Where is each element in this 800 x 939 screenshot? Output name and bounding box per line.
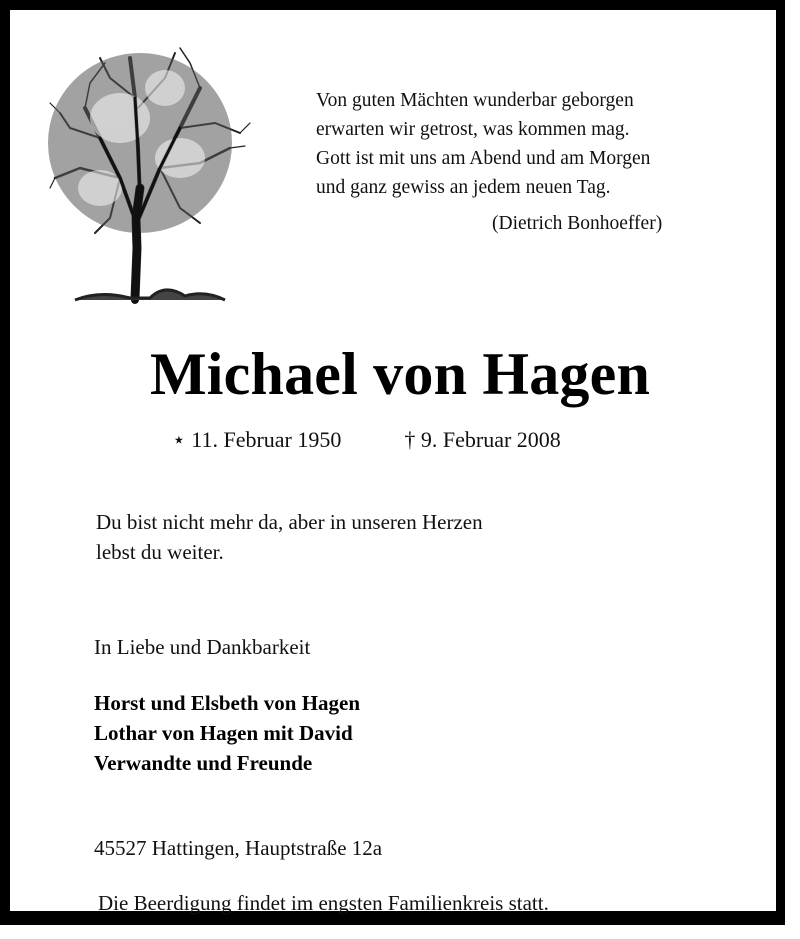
poem-line: Von guten Mächten wunderbar geborgen [316, 90, 634, 111]
death-date: 9. Februar 2008 [420, 427, 561, 452]
poem-line: erwarten wir getrost, was kommen mag. [316, 119, 630, 140]
mourners-list [94, 688, 360, 778]
mourner: Lothar von Hagen mit David [94, 721, 353, 745]
motto-text [96, 507, 483, 567]
address: 45527 Hattingen, Hauptstraße 12a [94, 836, 383, 860]
tree-illustration-icon [40, 28, 255, 313]
cross-icon: † [404, 427, 416, 452]
star-icon: ⋆ [172, 427, 186, 452]
mourner: Horst und Elsbeth von Hagen [94, 691, 361, 715]
motto-line: lebst du weiter. [96, 540, 224, 564]
poem-line: und ganz gewiss an jedem neuen Tag. [316, 177, 611, 198]
funeral-note: Die Beerdigung findet im engsten Familienkreis statt. [98, 891, 549, 915]
life-dates [172, 427, 561, 453]
motto-line: Du bist nicht mehr da, aber in unseren Herzen [96, 510, 483, 534]
birth-date: 11. Februar 1950 [191, 427, 342, 452]
deceased-name: Michael von Hagen [149, 341, 651, 407]
mourner: Verwandte und Freunde [94, 751, 313, 775]
poem-author: (Dietrich Bonhoeffer) [492, 213, 663, 234]
thanks-line: In Liebe und Dankbarkeit [94, 635, 311, 659]
poem-line: Gott ist mit uns am Abend und am Morgen [316, 148, 651, 169]
poem-quote [316, 86, 650, 202]
